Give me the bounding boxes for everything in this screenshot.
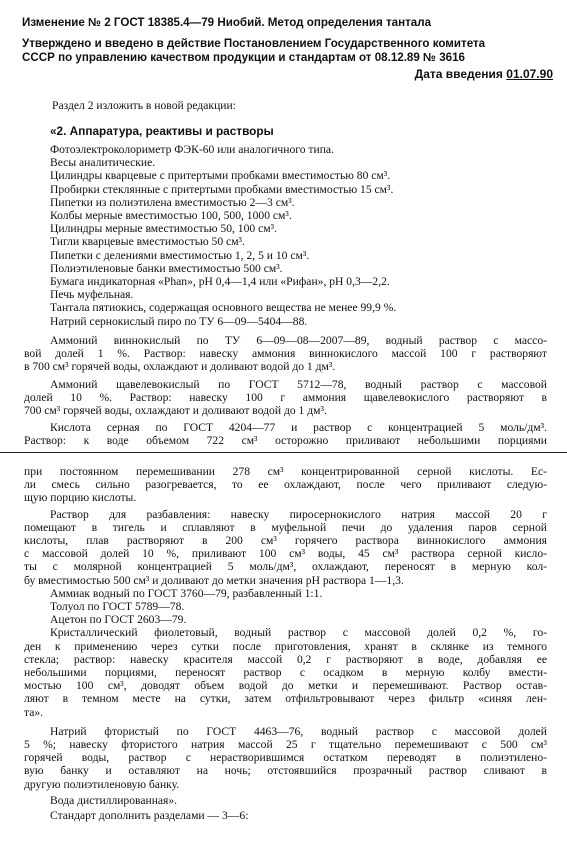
p-sodium-fluoride-line: горячей воды, раствор с нерастворившимся остатком переводят в полиэтилено- (24, 751, 547, 765)
list-item: Бумага индикаторная «Phan», pH 0,4—1,4 или «Рифан», pH 0,3—2,2. (50, 275, 390, 288)
p-ammonium-oxalate-line: 700 см³ горячей воды, охлаждают и доливают водой до 1 дм³. (24, 404, 327, 417)
list-item: Тантала пятиокись, содержащая основного вещества не менее 99,9 %. (50, 301, 397, 315)
p-phenylfluorone-line: стекла; раствор: навеску красителя массой 0,2 г растворяют в воде, добавляя ее (24, 652, 547, 666)
reagent-line: Толуол по ГОСТ 5789—78. (50, 600, 185, 613)
change-title: Изменение № 2 ГОСТ 18385.4—79 Ниобий. Метод определения тантала (22, 16, 432, 29)
sulfuric-cont-line: щую порцию кислоты. (24, 491, 137, 505)
p-sodium-fluoride-line: другую полиэтиленовую банку. (24, 777, 180, 791)
sulfuric-cont-line: ли смесь сильно разогревается, то ее охлаждают, после чего приливают следую- (24, 478, 547, 492)
section-title: «2. Аппаратура, реактивы и растворы (50, 125, 274, 138)
intro-line: Раздел 2 изложить в новой редакции: (52, 99, 236, 112)
p-phenylfluorone-line: Кристаллический фиолетовый, водный раствор с массовой долей 0,2 %, го- (50, 626, 547, 640)
p-dilution-line: бу вместимостью 500 см³ и доливают до метки значения pH раствора 1—1,3. (24, 573, 404, 587)
list-item: Колбы мерные вместимостью 100, 500, 1000 см³. (50, 209, 292, 222)
p-ammonium-oxalate-line: долей 10 %. Раствор: навеску 100 г аммония щавелевокислого растворяют в (24, 390, 547, 404)
list-item: Фотоэлектроколориметр ФЭК-60 или аналогичного типа. (50, 143, 334, 156)
reagent-line: Аммиак водный по ГОСТ 3760—79, разбавленный 1:1. (50, 586, 323, 600)
p-dilution-line: помещают в тигель и сплавляют в муфельной печи до удаления паров серной (24, 520, 547, 534)
list-item: Натрий сернокислый пиро по ТУ 6—09—5404—88. (50, 314, 308, 328)
p-phenylfluorone-line: ляют в темном месте на сутки, затем отфильтровывают через фильтр «синяя лен- (24, 692, 547, 706)
p-ammonium-oxalate-line: Аммоний щавелевокислый по ГОСТ 5712—78, водный раствор с массовой (50, 377, 547, 391)
sulfuric-line: Кислота серная по ГОСТ 4204—77 и раствор с концентрацией 5 моль/дм³. (50, 421, 547, 435)
list-item: Весы аналитические. (50, 156, 156, 170)
list-item: Полиэтиленовые банки вместимостью 500 см³. (50, 261, 283, 275)
p-sodium-fluoride-line: вую банку и оставляют на ночь; отстоявшийся прозрачный раствор сливают в (24, 764, 547, 778)
list-item: Пипетки с делениями вместимостью 1, 2, 5 и 10 см³. (50, 248, 310, 262)
p-dilution-line: с массовой долей 10 %, приливают 100 см³ воды, 45 см³ раствора серной кисло- (24, 547, 547, 561)
p-phenylfluorone-line: небольшими порциями, переносят раствор с осадком в мерную колбу вмести- (24, 666, 547, 679)
p-phenylfluorone-line: мостью 100 см³, доводят объем водой до метки и перемешивают. Раствор остав- (24, 679, 547, 693)
page-break-rule (0, 452, 567, 453)
p-phenylfluorone-line: ден к применению через сутки после приготовления, хранят в склянке из темного (24, 639, 547, 653)
p-dilution-line: кислоты, плав растворяют в 200 см³ горячего раствора виннокислого аммония (24, 534, 547, 547)
sulfuric-line: Раствор: к воде объемом 722 см³ осторожно приливают небольшими порциями (24, 434, 547, 448)
effective-date (415, 67, 553, 81)
reagent-line: Ацетон по ГОСТ 2603—79. (50, 613, 187, 627)
list-item: Печь муфельная. (50, 288, 134, 302)
approval-line-2: СССР по управлению качеством продукции и стандартам от 08.12.89 № 3616 (22, 51, 465, 64)
closing-line: Стандарт дополнить разделами — 3—6: (50, 809, 249, 822)
list-item: Тигли кварцевые вместимостью 50 см³. (50, 235, 245, 249)
p-phenylfluorone-line: та». (24, 705, 44, 719)
p-sodium-fluoride-line: Натрий фтористый по ГОСТ 4463—76, водный раствор с массовой долей (50, 724, 547, 738)
sulfuric-cont-line: при постоянном перемешивании 278 см³ концентрированной серной кислоты. Ес- (24, 465, 547, 478)
list-item: Пипетки из полиэтилена вместимостью 2—3 см³. (50, 195, 295, 209)
p-ammonium-tartrate-line: Аммоний виннокислый по ТУ 6—09—08—2007—89, водный раствор с массо- (50, 334, 547, 347)
effective-date-value: 01.07.90 (506, 67, 553, 81)
effective-date-label: Дата введения (414, 67, 503, 81)
p-sodium-fluoride-line: 5 %; навеску фтористого натрия массой 25 г тщательно перемешивают с 500 см³ (24, 738, 547, 751)
list-item: Пробирки стеклянные с притертыми пробками вместимостью 15 см³. (50, 182, 394, 196)
water-line: Вода дистиллированная». (50, 793, 178, 807)
list-item: Цилиндры мерные вместимостью 50, 100 см³. (50, 222, 277, 236)
p-ammonium-tartrate-line: вой долей 1 %. Раствор: навеску аммония виннокислого массой 100 г растворяют (24, 347, 547, 361)
approval-line-1: Утверждено и введено в действие Постановлением Государственного комитета (22, 37, 486, 50)
p-dilution-line: ты с молярной концентрацией 5 моль/дм³, охлаждают, переносят в мерную кол- (24, 560, 547, 574)
p-ammonium-tartrate-line: в 700 см³ горячей воды, охлаждают и доливают водой до 1 дм³. (24, 360, 336, 374)
p-dilution-line: Раствор для разбавления: навеску пиросернокислого натрия массой 20 г (50, 507, 547, 521)
list-item: Цилиндры кварцевые с притертыми пробками вместимостью 80 см³. (50, 169, 391, 183)
